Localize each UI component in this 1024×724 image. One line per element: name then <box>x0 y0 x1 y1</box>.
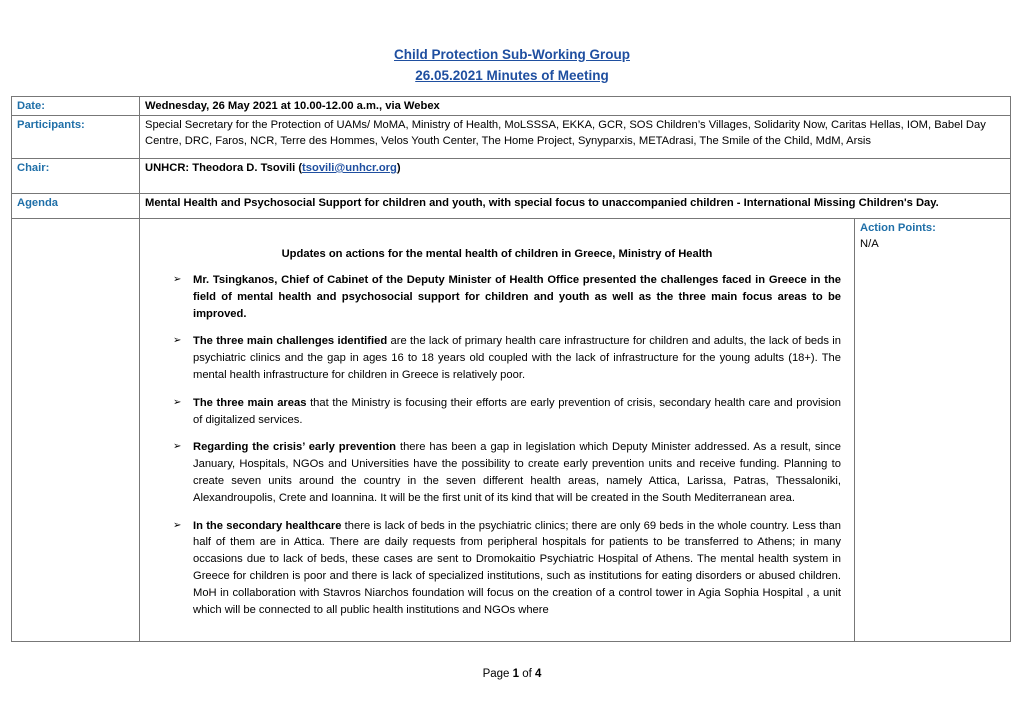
document-subtitle: 26.05.2021 Minutes of Meeting <box>415 68 609 83</box>
arrow-bullet-icon: ➢ <box>173 274 182 285</box>
participants-label: Participants: <box>12 116 140 159</box>
discussion-points <box>145 272 849 618</box>
arrow-bullet-icon: ➢ <box>173 519 182 531</box>
action-points-value: N/A <box>860 238 879 250</box>
point-text: that the Ministry is focusing their efforts are early prevention of crisis, secondary health care and provision of digitalized services. <box>193 396 841 426</box>
agenda-value: Mental Health and Psychosocial Support for children and youth, with special focus to unaccompanied children - International Missing Children's Day. <box>140 194 1011 219</box>
chair-row <box>12 159 1011 194</box>
point-lead: The three main areas <box>193 396 307 409</box>
point-lead: In the secondary healthcare <box>193 519 342 532</box>
chair-label: Chair: <box>12 159 140 194</box>
date-value: Wednesday, 26 May 2021 at 10.00-12.00 a.m., via Webex <box>140 97 1011 116</box>
page-sep: of <box>519 668 536 680</box>
list-item <box>165 333 841 383</box>
document-title: Child Protection Sub-Working Group <box>394 47 630 62</box>
discussion-left-empty <box>12 219 140 642</box>
point-text: there has been a gap in legislation which Deputy Minister addressed. As a result, since January, Hospitals, NGOs and Universities have the possibility to create early prevention units and receive funding. Planning to create seven units around the country in the seven different health areas, namely Attica, Larissa, Patras, Thessaloniki, Alexandroupolis, Crete and Ioannina. It will be the first unit of its kind that will be created in the South Mediterranean area. <box>193 441 841 504</box>
arrow-bullet-icon: ➢ <box>173 335 182 347</box>
arrow-bullet-icon: ➢ <box>173 441 182 453</box>
page-footer <box>0 668 1024 680</box>
page-current: 1 <box>512 668 520 680</box>
chair-name: UNHCR: Theodora D. Tsovili ( <box>145 162 303 174</box>
date-row <box>12 97 1011 116</box>
participants-value: Special Secretary for the Protection of UAMs/ MoMA, Ministry of Health, MoLSSSA, EKKA, GCR, SOS Children’s Villages, Solidarity Now, Caritas Hellas, IOM, Babel Day Centre, DRC, Faros, NCR, Terre des Hommes, Velos Youth Center, The Home Project, Synyparxis, METAdrasi, The Smile of the Child, MdM, Arsis <box>140 116 1011 159</box>
action-points-cell <box>855 219 1011 642</box>
document-header <box>0 44 1024 86</box>
point-text: there is lack of beds in the psychiatric clinics; there are only 69 beds in the whole country. Less than half of them are in Attica. There are daily requests from peripheral hospitals for patients to be transferred to Athens; in many occasions due to lack of beds, these cases are sent to Dromokaitio Psychiatric Hospital of Athens. The mental health system in Greece for children is poor and there is lack of specialized institutions, such as institutions for eating disorders or abused children. MoH in collaboration with Stavros Niarchos foundation will focus on the creation of a control tower in Agia Sophia Hospital , a unit which will be connected to all public health institutions and NGOs where <box>193 519 841 616</box>
point-text: Mr. Tsingkanos, Chief of Cabinet of the Deputy Minister of Health Office presented the challenges faced in Greece in the field of mental health and psychosocial support for children and youth as well as the three main focus areas to be improved. <box>193 274 841 320</box>
discussion-row <box>12 219 1011 642</box>
section-heading: Updates on actions for the mental health of children in Greece, Ministry of Health <box>281 248 713 260</box>
chair-close: ) <box>396 162 401 174</box>
date-label: Date: <box>12 97 140 116</box>
page-prefix: Page <box>482 668 513 680</box>
page-total: 4 <box>535 668 542 680</box>
action-points-title: Action Points: <box>860 222 936 234</box>
arrow-bullet-icon: ➢ <box>173 396 182 408</box>
participants-row <box>12 116 1011 159</box>
point-lead: The three main challenges identified <box>193 335 388 348</box>
list-item <box>165 518 841 619</box>
chair-email-link[interactable]: tsovili@unhcr.org <box>302 162 397 174</box>
list-item <box>165 439 841 506</box>
discussion-content <box>145 220 849 640</box>
chair-value <box>140 159 1011 194</box>
list-item <box>165 395 841 429</box>
agenda-label: Agenda <box>12 194 140 219</box>
list-item <box>165 272 841 322</box>
minutes-table <box>11 96 1011 642</box>
point-text: are the lack of primary health care infrastructure for children and adults, the lack of beds in psychiatric clinics and the gap in ages 16 to 18 years old coupled with the lack of infrastructure for the young adults (18+). The mental health infrastructure for children in Greece is relatively poor. <box>193 335 841 381</box>
agenda-row <box>12 194 1011 219</box>
point-lead: Regarding the crisis’ early prevention <box>193 441 396 454</box>
discussion-cell <box>140 219 855 642</box>
